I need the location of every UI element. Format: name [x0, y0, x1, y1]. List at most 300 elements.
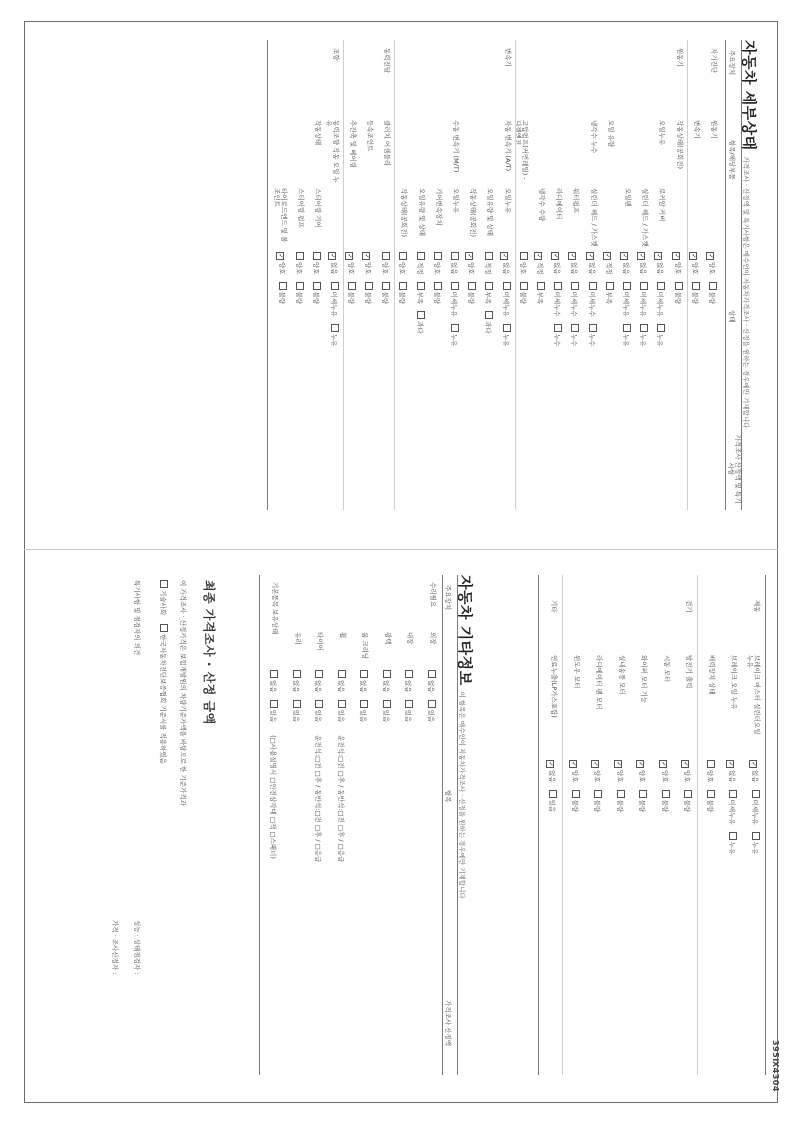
status-option[interactable]	[347, 282, 356, 305]
checkbox[interactable]	[399, 282, 407, 290]
checkbox[interactable]	[623, 324, 631, 332]
checkbox[interactable]	[662, 790, 670, 798]
row-options	[345, 252, 356, 311]
status-option[interactable]	[405, 700, 414, 723]
status-option[interactable]	[637, 252, 648, 275]
option-label: 양호	[295, 262, 304, 275]
checkbox[interactable]	[606, 282, 614, 290]
serial-number: 395Ⅸ4304	[771, 1040, 780, 1092]
status-option[interactable]	[654, 252, 665, 275]
checked-box[interactable]: ✓	[547, 761, 555, 767]
option-label: 적정	[604, 262, 613, 275]
status-option[interactable]	[586, 252, 597, 275]
option-engineers-society[interactable]	[159, 580, 168, 615]
status-option[interactable]	[295, 282, 304, 305]
status-option[interactable]	[682, 760, 693, 783]
option-label: 없음	[382, 680, 390, 693]
group-divider	[343, 40, 344, 510]
checkbox[interactable]	[293, 670, 301, 678]
option-label: 미세누수	[553, 291, 562, 317]
checked-box[interactable]: ✓	[637, 761, 645, 767]
row-options	[360, 670, 369, 729]
option-label: 양호	[593, 770, 602, 783]
checkbox[interactable]	[707, 760, 715, 768]
status-option[interactable]	[315, 670, 324, 693]
status-option[interactable]	[553, 324, 562, 347]
status-option[interactable]	[689, 252, 700, 275]
checkbox[interactable]	[271, 700, 279, 708]
checkbox[interactable]	[537, 282, 545, 290]
status-option[interactable]	[622, 324, 631, 347]
status-option[interactable]	[292, 700, 301, 723]
row-item: 유리	[294, 632, 302, 645]
status-option[interactable]	[328, 252, 339, 275]
row-options	[382, 670, 391, 729]
status-option[interactable]	[639, 790, 648, 813]
other-header-top-line	[457, 575, 458, 1075]
status-option[interactable]	[708, 282, 717, 305]
status-option[interactable]	[276, 252, 287, 275]
status-option[interactable]	[270, 700, 279, 723]
option-label: 과다	[415, 321, 424, 334]
status-option[interactable]	[568, 252, 579, 275]
status-option[interactable]	[465, 252, 476, 275]
row-options	[416, 252, 425, 341]
status-option[interactable]	[398, 282, 407, 305]
row-subitem: 타이로드엔드 및 볼 조인트	[273, 188, 288, 243]
checked-box[interactable]: ✓	[586, 253, 594, 259]
checkbox[interactable]	[571, 324, 579, 332]
checkbox[interactable]	[383, 670, 391, 678]
row-options	[682, 760, 693, 819]
status-option[interactable]	[330, 324, 339, 347]
status-option[interactable]	[592, 760, 603, 783]
checkbox[interactable]	[685, 790, 693, 798]
status-option[interactable]	[751, 832, 760, 855]
status-option[interactable]	[605, 282, 614, 305]
checkbox[interactable]	[730, 832, 738, 840]
option-label: 누수	[553, 333, 562, 347]
option-label: 한국자동차진단보증협회 기준서를 적용하였음	[159, 634, 167, 764]
checkbox[interactable]	[485, 252, 493, 260]
row-item: 추진축 및 베어링	[348, 120, 357, 169]
status-option[interactable]	[656, 324, 665, 347]
checkbox[interactable]	[296, 252, 304, 260]
option-label: 없음	[553, 262, 562, 275]
table-bottom-line	[267, 40, 268, 510]
row-subitem: 워터펌프	[572, 188, 581, 214]
row-category: 제동	[753, 600, 761, 613]
checkbox[interactable]	[406, 670, 414, 678]
row-item: 연료누출(LP가스포함)	[550, 655, 559, 718]
status-option[interactable]	[330, 282, 339, 317]
status-option[interactable]	[484, 252, 493, 275]
checkbox[interactable]	[279, 282, 287, 290]
row-options	[292, 670, 301, 729]
row-item: 외장	[429, 632, 437, 645]
checkbox[interactable]	[692, 282, 700, 290]
status-option[interactable]	[706, 252, 717, 275]
checkbox[interactable]	[331, 324, 339, 332]
checked-box[interactable]: ✓	[689, 253, 697, 259]
checkbox[interactable]	[709, 282, 717, 290]
row-subitem: 냉각수 수량	[538, 188, 546, 222]
checkbox[interactable]	[331, 282, 339, 290]
status-option[interactable]	[450, 252, 459, 275]
checkbox[interactable]	[417, 282, 425, 290]
row-category: 기본품목 보유상태	[271, 582, 280, 635]
checkbox[interactable]	[554, 282, 562, 290]
status-option[interactable]	[427, 700, 436, 723]
checkbox[interactable]	[313, 252, 321, 260]
status-option[interactable]	[381, 282, 390, 305]
option-label: 불량	[518, 291, 527, 305]
checkbox[interactable]	[640, 790, 648, 798]
status-option[interactable]	[691, 282, 700, 305]
status-option[interactable]	[616, 790, 625, 813]
option-label: 양호	[364, 262, 372, 275]
checked-box[interactable]: ✓	[363, 253, 370, 259]
checkbox[interactable]	[338, 700, 346, 708]
status-option[interactable]	[484, 282, 493, 305]
status-option[interactable]	[549, 790, 558, 813]
status-option[interactable]	[639, 324, 648, 347]
checked-box[interactable]: ✓	[682, 761, 690, 767]
row-subitem: 오일팬	[624, 188, 632, 207]
detail-title-text: 자동차 세부상태	[740, 40, 758, 151]
checked-box[interactable]: ✓	[535, 253, 542, 259]
status-option[interactable]	[502, 324, 511, 347]
status-option[interactable]	[270, 670, 279, 693]
checked-box[interactable]: ✓	[655, 253, 663, 259]
status-option[interactable]	[569, 760, 580, 783]
status-option[interactable]	[551, 252, 562, 275]
status-option[interactable]	[381, 252, 390, 275]
row-item: 배력장치 상태	[708, 655, 716, 695]
checked-box[interactable]: ✓	[707, 253, 714, 259]
option-label: 미세누수	[570, 291, 579, 317]
row-subitem: 라디에이터	[555, 188, 564, 220]
row-options	[433, 252, 442, 311]
option-label: 누유	[728, 841, 737, 855]
status-option[interactable]	[292, 670, 301, 693]
status-option[interactable]	[571, 790, 580, 813]
status-option[interactable]	[751, 790, 760, 825]
checkbox[interactable]	[675, 282, 683, 290]
row-item: 원동기	[710, 120, 718, 139]
row-item: 광택	[384, 632, 392, 645]
checked-box[interactable]: ✓	[672, 253, 680, 259]
checkbox[interactable]	[468, 282, 476, 290]
row-item: 작동상태	[314, 120, 323, 146]
status-option[interactable]	[337, 700, 346, 723]
status-option[interactable]	[405, 670, 414, 693]
status-option[interactable]	[547, 760, 558, 783]
option-label: 누유	[622, 333, 630, 347]
option-label: 양호	[467, 262, 476, 275]
checked-box[interactable]: ✓	[328, 253, 336, 259]
row-options	[312, 252, 321, 311]
option-label: 양호	[638, 770, 647, 783]
right-table-top-line	[765, 575, 766, 1075]
other-header-bottom-line	[442, 575, 443, 1075]
status-option[interactable]	[519, 282, 528, 305]
checkbox[interactable]	[657, 324, 665, 332]
checkbox[interactable]	[271, 670, 279, 678]
row-options	[381, 252, 390, 311]
checkbox[interactable]	[589, 324, 597, 332]
option-label: 없음	[314, 680, 323, 693]
checkbox[interactable]	[160, 580, 168, 588]
row-item: 자동 변속기 (A/T)	[503, 120, 512, 172]
checkbox[interactable]	[428, 700, 436, 708]
status-option[interactable]	[364, 282, 373, 305]
checkbox[interactable]	[572, 790, 580, 798]
row-extra: (□사용설명서 □안전삼각대 □잭 □스패너)	[269, 735, 278, 859]
option-label: 없음	[639, 262, 648, 275]
checkbox[interactable]	[451, 252, 459, 260]
option-label: 누유	[450, 333, 458, 347]
option-label: 미세누수	[587, 291, 596, 317]
checked-box[interactable]: ✓	[750, 761, 757, 767]
status-option[interactable]	[637, 760, 648, 783]
other-table-bottom-line	[259, 575, 260, 1075]
status-option[interactable]	[295, 252, 304, 275]
checkbox[interactable]	[503, 324, 511, 332]
status-option[interactable]	[588, 282, 597, 317]
status-option[interactable]	[416, 282, 425, 305]
checkbox[interactable]	[316, 670, 324, 678]
other-col-item: 항목	[444, 790, 452, 803]
checkbox[interactable]	[296, 282, 304, 290]
checkbox[interactable]	[382, 252, 390, 260]
checked-box[interactable]: ✓	[345, 253, 353, 259]
row-subitem: 오일유량 및 상태	[486, 188, 495, 237]
checkbox[interactable]	[383, 700, 391, 708]
status-option[interactable]	[706, 790, 715, 813]
status-option[interactable]	[382, 700, 391, 723]
checkbox[interactable]	[382, 282, 390, 290]
status-option[interactable]	[674, 282, 683, 305]
row-options	[749, 760, 760, 861]
row-item: 오일누유	[658, 120, 667, 146]
option-diagnosis-association[interactable]	[159, 624, 168, 764]
checkbox[interactable]	[589, 282, 597, 290]
status-option[interactable]	[656, 282, 665, 317]
status-option[interactable]	[360, 700, 369, 723]
status-option[interactable]	[603, 252, 614, 275]
row-options	[405, 670, 414, 729]
checkbox[interactable]	[640, 282, 648, 290]
checkbox[interactable]	[338, 670, 346, 678]
row-item: 클러치 어셈블리	[383, 120, 392, 167]
option-label: 불량	[346, 291, 355, 305]
status-option[interactable]	[659, 760, 670, 783]
checkbox[interactable]	[160, 624, 168, 632]
checked-box[interactable]: ✓	[660, 761, 667, 767]
option-label: 없음	[427, 680, 435, 693]
status-option[interactable]	[362, 252, 373, 275]
other-col-price: 가격조사 산정액	[444, 1000, 452, 1047]
checkbox[interactable]	[451, 282, 459, 290]
status-option[interactable]	[315, 700, 324, 723]
checkbox[interactable]	[640, 324, 648, 332]
status-option[interactable]	[519, 252, 528, 275]
checked-box[interactable]: ✓	[569, 253, 577, 259]
checkbox[interactable]	[451, 324, 459, 332]
checked-box[interactable]: ✓	[727, 761, 735, 767]
checkbox[interactable]	[752, 790, 760, 798]
checkbox[interactable]	[428, 670, 436, 678]
checkbox[interactable]	[623, 282, 631, 290]
status-option[interactable]	[433, 282, 442, 305]
option-label: 없음	[622, 262, 630, 275]
status-option[interactable]	[614, 760, 625, 783]
status-option[interactable]	[337, 670, 346, 693]
row-options	[551, 252, 562, 353]
checkbox[interactable]	[313, 282, 321, 290]
checked-box[interactable]: ✓	[603, 253, 611, 259]
checkbox[interactable]	[434, 282, 442, 290]
status-option[interactable]	[729, 832, 738, 855]
checkbox[interactable]	[485, 282, 493, 290]
row-options	[706, 760, 715, 819]
status-option[interactable]	[661, 790, 670, 813]
checkbox[interactable]	[361, 670, 369, 678]
header-bottom-line	[725, 40, 726, 510]
status-option[interactable]	[729, 790, 738, 825]
status-option[interactable]	[534, 252, 545, 275]
status-option[interactable]	[312, 282, 321, 305]
checkbox[interactable]	[657, 282, 665, 290]
checkbox[interactable]	[361, 700, 369, 708]
checked-box[interactable]: ✓	[552, 253, 560, 259]
status-option[interactable]	[727, 760, 738, 783]
checkbox[interactable]	[399, 252, 407, 260]
status-option[interactable]	[536, 282, 545, 305]
final-price-options	[159, 580, 168, 771]
checked-box[interactable]: ✓	[277, 253, 284, 259]
status-option[interactable]	[570, 282, 579, 317]
checkbox[interactable]	[571, 282, 579, 290]
checkbox[interactable]	[752, 832, 760, 840]
status-option[interactable]	[672, 252, 683, 275]
status-option[interactable]	[749, 760, 760, 783]
option-label: 양호	[381, 262, 390, 275]
checkbox[interactable]	[520, 282, 528, 290]
option-label: 미세누유	[329, 291, 338, 317]
status-option[interactable]	[450, 324, 459, 347]
status-option[interactable]	[427, 670, 436, 693]
row-category: 변속기	[503, 48, 512, 67]
status-option[interactable]	[706, 760, 715, 783]
checked-box[interactable]: ✓	[570, 761, 577, 767]
checked-box[interactable]: ✓	[615, 761, 622, 767]
group-divider	[515, 40, 516, 510]
checkbox[interactable]	[485, 311, 493, 319]
option-label: 없음	[337, 680, 345, 693]
checkbox[interactable]	[554, 324, 562, 332]
checkbox[interactable]	[595, 790, 603, 798]
option-label: 있음	[292, 709, 300, 723]
option-label: 미세누유	[656, 291, 665, 317]
checked-box[interactable]: ✓	[592, 761, 600, 767]
status-option[interactable]	[622, 282, 631, 317]
status-option[interactable]	[450, 282, 459, 317]
status-option[interactable]	[433, 252, 442, 275]
option-label: 양호	[708, 262, 716, 275]
row-subitem: 기어변속장치	[434, 188, 443, 226]
status-option[interactable]	[553, 282, 562, 317]
status-option[interactable]	[278, 282, 287, 305]
opinion-label: 특기사항 및 점검자의 의견	[133, 580, 141, 656]
status-option[interactable]	[345, 252, 356, 275]
option-label: 있음	[382, 709, 390, 723]
option-label: 없음	[728, 770, 737, 783]
checkbox[interactable]	[730, 790, 738, 798]
row-subitem: 실린더 헤드 / 가스켓	[641, 188, 650, 247]
checkbox[interactable]	[550, 790, 558, 798]
checked-box[interactable]: ✓	[621, 253, 628, 259]
checkbox[interactable]	[520, 252, 528, 260]
option-label: 누수	[570, 333, 579, 347]
option-label: 미세누유	[728, 799, 737, 825]
status-option[interactable]	[594, 790, 603, 813]
checkbox[interactable]	[417, 311, 425, 319]
status-option[interactable]	[684, 790, 693, 813]
row-extra: 운전석:□전 □후 / 동반석:□전 □후 / □응급	[337, 735, 345, 863]
checkbox[interactable]	[348, 282, 356, 290]
row-extra: 운전석:□전 □후 / 동반석:□전 □후 / □응급	[314, 735, 323, 863]
status-option[interactable]	[416, 252, 425, 275]
status-option[interactable]	[570, 324, 579, 347]
row-options	[654, 252, 665, 353]
option-label: 없음	[587, 262, 596, 275]
checkbox[interactable]	[617, 790, 625, 798]
detail-subtitle: 가격조사 · 산정액 및 특기사항은 매수인이 자동차가격조사 · 산정을 원하는 경우에만 기재합니다	[742, 156, 750, 429]
status-option[interactable]	[620, 252, 631, 275]
option-label: 불량	[673, 291, 682, 305]
status-option[interactable]	[416, 311, 425, 334]
checkbox[interactable]	[316, 700, 324, 708]
option-label: 불량	[571, 799, 579, 813]
checked-box[interactable]: ✓	[638, 253, 646, 259]
row-item: 변속기	[692, 120, 701, 139]
row-options	[569, 760, 580, 819]
option-label: 불량	[638, 799, 647, 813]
row-options	[398, 252, 407, 311]
status-option[interactable]	[484, 311, 493, 334]
checkbox[interactable]	[365, 282, 373, 290]
status-option[interactable]	[588, 324, 597, 347]
checkbox[interactable]	[406, 700, 414, 708]
checked-box[interactable]: ✓	[500, 253, 508, 259]
checkbox[interactable]	[434, 252, 442, 260]
status-option[interactable]	[360, 670, 369, 693]
checked-box[interactable]: ✓	[466, 253, 474, 259]
status-option[interactable]	[382, 670, 391, 693]
status-option[interactable]	[502, 282, 511, 317]
checkbox[interactable]	[707, 790, 715, 798]
checkbox[interactable]	[503, 282, 511, 290]
status-option[interactable]	[500, 252, 511, 275]
status-option[interactable]	[312, 252, 321, 275]
status-option[interactable]	[467, 282, 476, 305]
checkbox[interactable]	[417, 252, 425, 260]
status-option[interactable]	[639, 282, 648, 317]
status-option[interactable]	[398, 252, 407, 275]
checkbox[interactable]	[293, 700, 301, 708]
